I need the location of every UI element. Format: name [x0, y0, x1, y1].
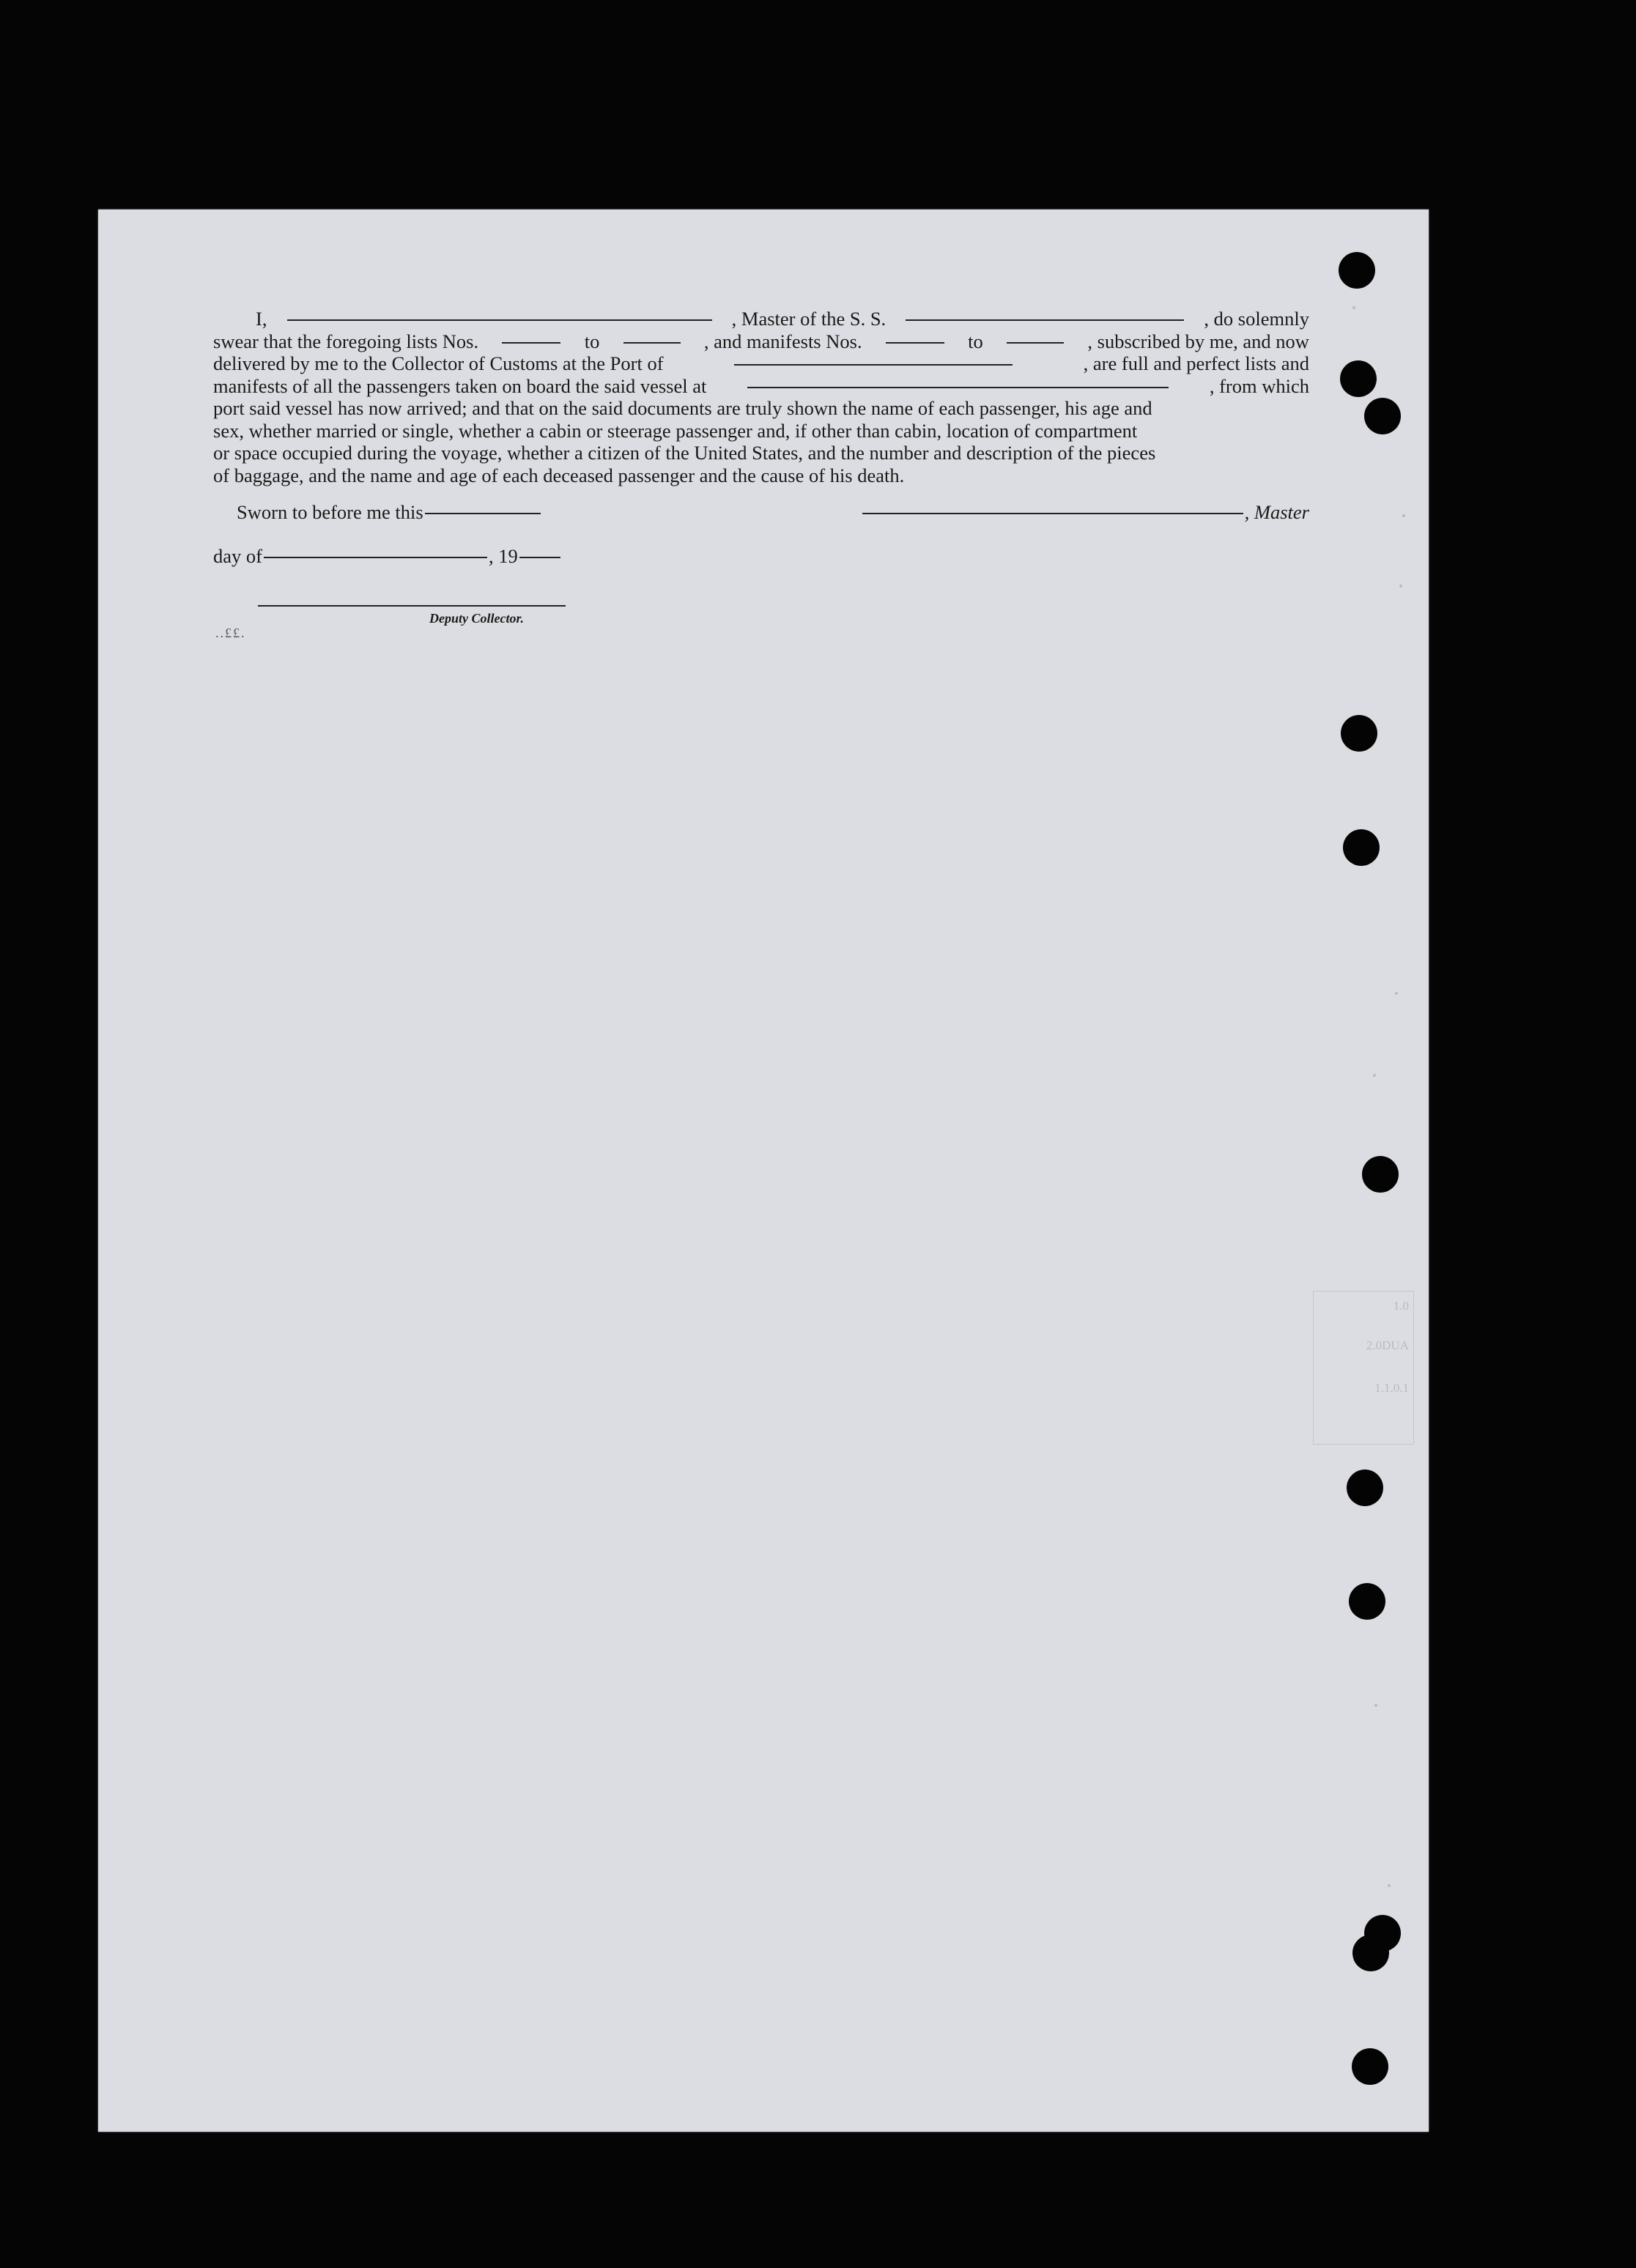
oath-line-3	[213, 352, 1309, 375]
punch-hole	[1352, 2048, 1388, 2085]
stamp-text: 2.0DUA	[1366, 1338, 1409, 1352]
oath-text: port said vessel has now arrived; and that on the said documents are truly shown the name of each passenger, his age and	[213, 397, 1152, 419]
day-of-blank	[264, 557, 487, 558]
punch-hole	[1339, 252, 1375, 289]
sworn-row	[213, 501, 1309, 524]
sworn-label: Sworn to before me this	[237, 501, 423, 523]
dust-speck	[1388, 1884, 1391, 1887]
oath-line-7	[213, 442, 1309, 464]
oath-line-8	[213, 464, 1309, 487]
oath-text: or space occupied during the voyage, whether a citizen of the United States, and the number and description of the pieces	[213, 442, 1156, 464]
punch-hole	[1362, 1156, 1399, 1193]
stamp-text: 1.0	[1393, 1299, 1409, 1313]
punch-hole	[1341, 715, 1377, 752]
oath-text: delivered by me to the Collector of Customs at the Port of	[213, 352, 664, 374]
punch-hole	[1343, 829, 1380, 866]
oath-line-6	[213, 420, 1309, 442]
punch-hole	[1352, 1935, 1389, 1971]
year-label: , 19	[488, 545, 518, 567]
oath-line-2	[213, 330, 1309, 353]
oath-text: , from which	[1209, 374, 1309, 397]
master-name-blank	[287, 319, 712, 321]
dust-speck	[1395, 992, 1398, 995]
oath-line-5	[213, 397, 1309, 420]
oath-line-1	[213, 308, 1309, 330]
master-signature-blank	[862, 513, 1243, 514]
sworn-date-blank	[425, 513, 541, 514]
dust-speck	[1374, 1704, 1377, 1707]
oath-text: manifests of all the passengers taken on board the said vessel at	[213, 374, 707, 397]
oath-text: , and manifests Nos.	[703, 330, 862, 352]
deputy-collector-signature-line	[258, 605, 566, 607]
dust-speck	[1352, 306, 1355, 309]
oath-text: , Master of the S. S.	[731, 308, 887, 330]
oath-text: swear that the foregoing lists Nos.	[213, 330, 479, 352]
manifest-from-blank	[886, 342, 944, 344]
manifest-to-blank	[1007, 342, 1064, 344]
dust-speck	[1402, 514, 1405, 517]
oath-text: , do solemnly	[1204, 308, 1309, 330]
year-blank	[519, 557, 560, 558]
day-of-label: day of	[213, 545, 262, 567]
departure-port-blank	[747, 387, 1169, 388]
oath-text: of baggage, and the name and age of each deceased passenger and the cause of his death.	[213, 464, 905, 486]
oath-line-4	[213, 375, 1309, 398]
oath-paragraph	[213, 308, 1309, 486]
oath-text: , are full and perfect lists and	[1083, 352, 1309, 374]
deputy-collector-label: Deputy Collector.	[429, 611, 524, 626]
document-page	[98, 210, 1429, 2132]
port-blank	[734, 364, 1013, 366]
list-to-blank	[623, 342, 681, 344]
punch-hole	[1347, 1470, 1383, 1506]
ink-smudge: ..££.	[215, 626, 246, 640]
oath-text: , subscribed by me, and now	[1087, 330, 1309, 352]
stamp-text: 1.1.0.1	[1374, 1381, 1409, 1395]
day-of-row	[213, 545, 562, 568]
ship-name-blank	[906, 319, 1184, 321]
punch-hole	[1349, 1583, 1385, 1620]
oath-text: to	[968, 330, 983, 352]
oath-text: I,	[256, 308, 267, 330]
list-from-blank	[502, 342, 560, 344]
dust-speck	[1373, 1074, 1376, 1077]
oath-text: sex, whether married or single, whether a cabin or steerage passenger and, if other than cabin, location of compartment	[213, 419, 1138, 442]
faded-stamp	[1313, 1291, 1414, 1445]
punch-hole	[1340, 360, 1377, 397]
dust-speck	[1399, 585, 1402, 588]
punch-hole	[1364, 398, 1401, 434]
master-label: , Master	[1244, 501, 1309, 523]
oath-text: to	[584, 330, 600, 352]
